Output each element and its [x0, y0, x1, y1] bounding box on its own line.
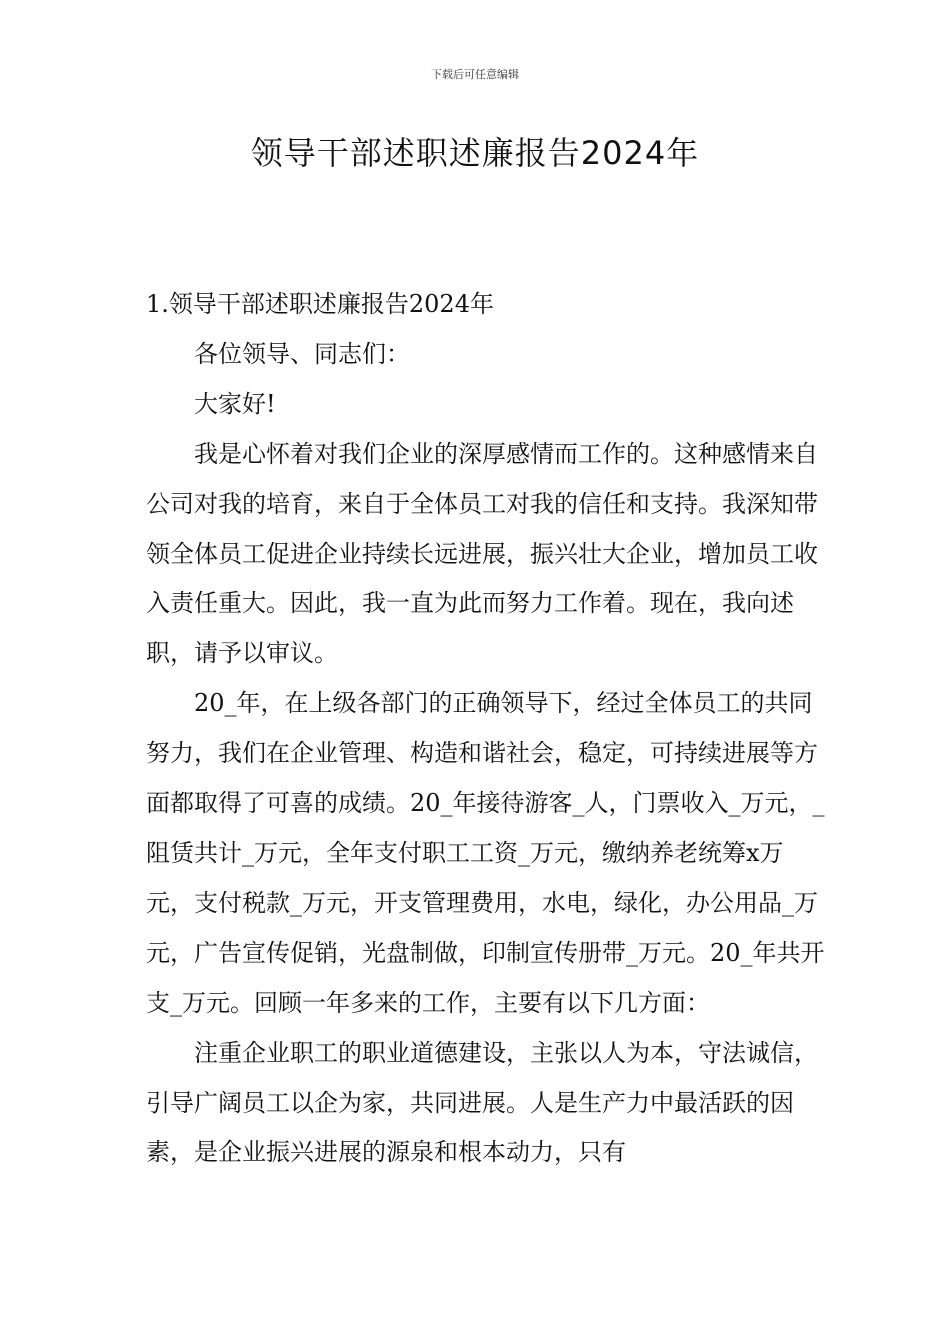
paragraph-intro: 我是心怀着对我们企业的深厚感情而工作的。这种感情来自公司对我的培育，来自于全体员工对我的信任和支持。我深知带领全体员工促进企业持续长远进展，振兴壮大企业，增加员工收入责任重大。因此，我一直为此而努力工作着。现在，我向述职，请予以审议。: [146, 439, 818, 668]
section-heading: 1.领导干部述职述廉报告2024年: [146, 290, 494, 318]
paragraph-salutation: 各位领导、同志们：: [194, 339, 410, 368]
document-body: [146, 280, 826, 1178]
paragraph-achievements: 20_年，在上级各部门的正确领导下，经过全体员工的共同努力，我们在企业管理、构造和谐社会，稳定，可持续进展等方面都取得了可喜的成绩。20_年接待游客_人，门票收入_万元，_阻赁共计_万元，全年支付职工工资_万元，缴纳养老统筹x万元，支付税款_万元，开支管理费用，水电，绿化，办公用品_万元，广告宣传促销，光盘制做，印制宣传册带_万元。20_年共开支_万元。回顾一年多来的工作，主要有以下几方面：: [146, 689, 825, 1017]
paragraph-ethics: 注重企业职工的职业道德建设，主张以人为本，守法诚信，引导广阔员工以企为家，共同进展。人是生产力中最活跃的因素，是企业振兴进展的源泉和根本动力，只有: [146, 1038, 818, 1167]
document-title: 领导干部述职述廉报告2024年: [250, 134, 700, 172]
header-note: 下载后可任意编辑: [431, 68, 519, 81]
paragraph-greeting: 大家好!: [194, 389, 276, 418]
